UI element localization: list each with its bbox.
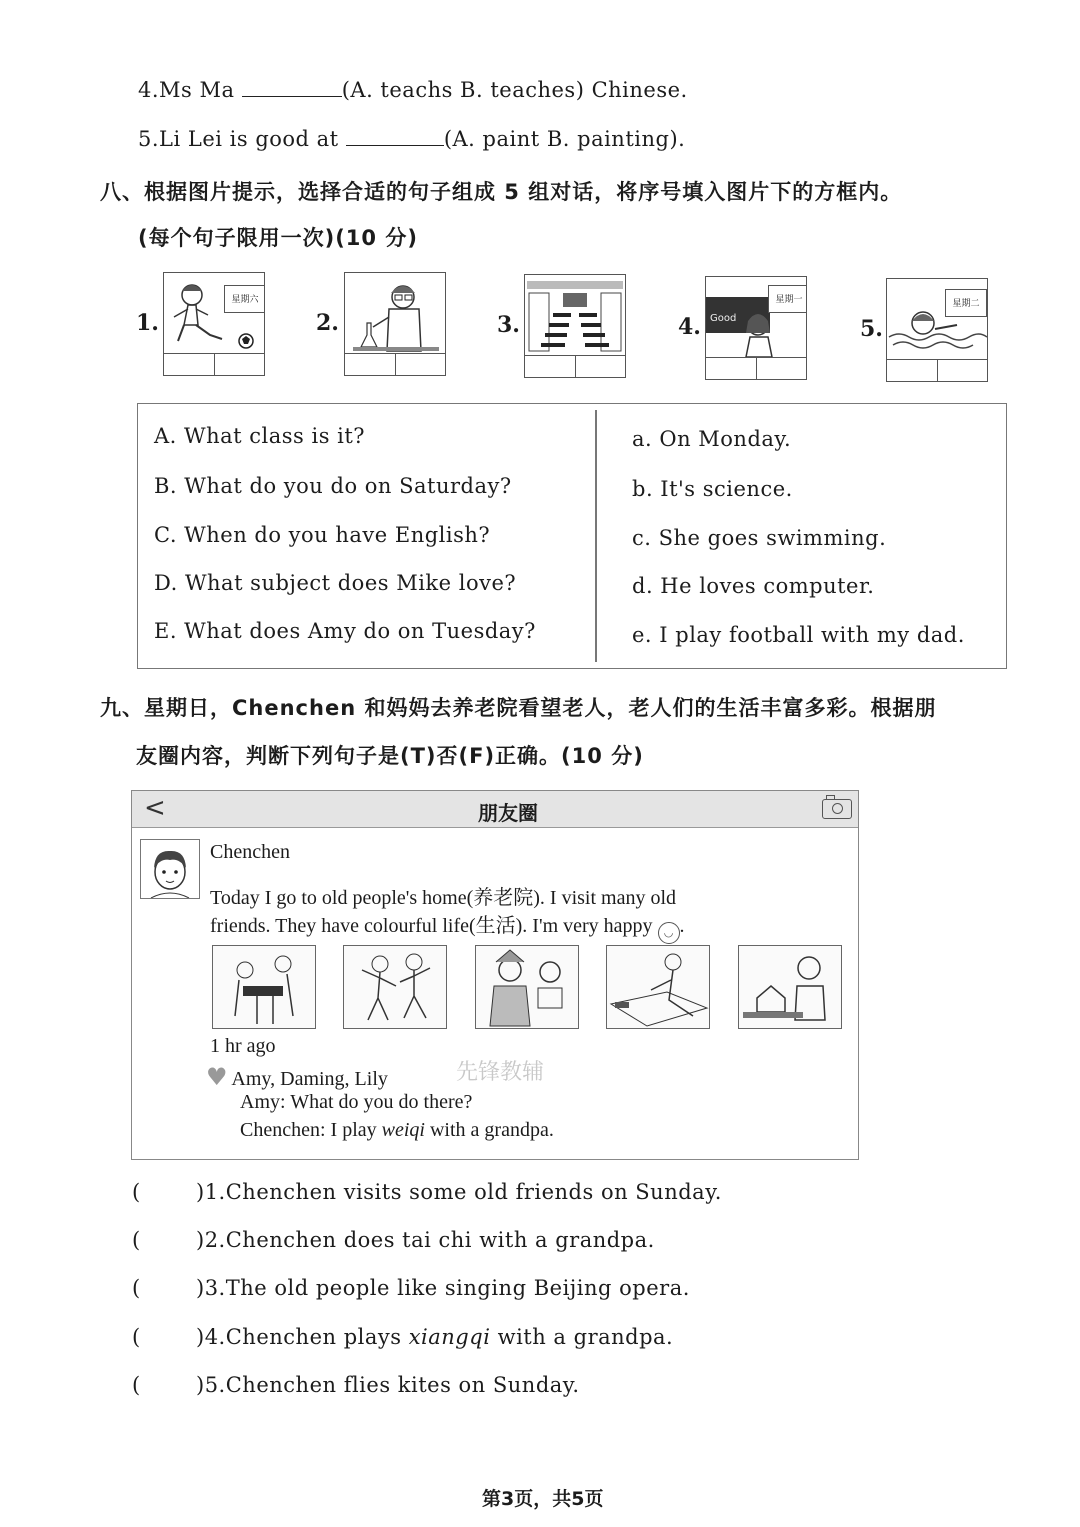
question-option-d: D. What subject does Mike love? xyxy=(154,571,517,595)
statement-4 xyxy=(132,1325,673,1349)
question-option-b: B. What do you do on Saturday? xyxy=(154,474,512,498)
answer-option-e: e. I play football with my dad. xyxy=(632,623,965,647)
picture-1 xyxy=(163,272,265,376)
section-9-title: 九、星期日，Chenchen 和妈妈去养老院看望老人，老人们的生活丰富多彩。根据朋 xyxy=(100,696,937,720)
question-4 xyxy=(138,76,688,102)
question-option-c: C. When do you have English? xyxy=(154,523,491,547)
avatar[interactable] xyxy=(140,839,200,899)
statement-number: )5. xyxy=(196,1373,226,1397)
comment-italic-word: weiqi xyxy=(381,1119,425,1141)
statement-3 xyxy=(132,1276,690,1300)
answer-blank[interactable] xyxy=(242,76,342,97)
question-text: Ms Ma xyxy=(159,78,235,102)
comment-text: What do you do there? xyxy=(290,1091,473,1113)
picture-3 xyxy=(524,274,626,378)
comment-text-end: with a grandpa. xyxy=(429,1119,554,1141)
chevron-left-icon[interactable]: < xyxy=(144,793,166,823)
statement-number: )3. xyxy=(196,1276,226,1300)
statement-text: Chenchen does tai chi with a grandpa. xyxy=(225,1228,655,1252)
page-footer: 第3页，共5页 xyxy=(482,1488,604,1510)
question-text-end: Chinese. xyxy=(591,78,688,102)
answer-box-question[interactable] xyxy=(525,355,576,377)
picture-2 xyxy=(344,272,446,376)
answer-box-answer[interactable] xyxy=(756,357,806,379)
weekday-tag: 星期二 xyxy=(945,289,987,317)
post-text-line2-body: friends. They have colourful life(生活). I'm very happy xyxy=(210,915,653,937)
blackboard-text: Good xyxy=(710,313,737,324)
question-option-e: E. What does Amy do on Tuesday? xyxy=(154,619,536,643)
statement-number: )1. xyxy=(196,1180,226,1204)
comment-author[interactable]: Amy: xyxy=(240,1091,286,1113)
answer-box-answer[interactable] xyxy=(575,355,625,377)
heart-icon[interactable]: ♥ xyxy=(206,1063,228,1091)
question-number: 5. xyxy=(138,127,160,151)
statement-text: The old people like singing Beijing opera. xyxy=(225,1276,690,1300)
options-table xyxy=(137,403,1007,669)
photo-board-game[interactable] xyxy=(212,945,316,1029)
answer-box-question[interactable] xyxy=(887,359,938,381)
post-text-end: . xyxy=(679,915,685,937)
answer-option-b: b. It's science. xyxy=(632,477,793,501)
comment-amy xyxy=(240,1091,472,1114)
statement-text: Chenchen flies kites on Sunday. xyxy=(225,1373,580,1397)
classroom-illustration xyxy=(525,275,625,356)
comment-chenchen xyxy=(240,1119,554,1142)
post-username[interactable]: Chenchen xyxy=(210,841,290,863)
question-choices: (A. paint B. painting). xyxy=(443,127,686,151)
moments-header xyxy=(132,791,858,828)
picture-5 xyxy=(886,278,988,382)
answer-option-d: d. He loves computer. xyxy=(632,574,875,598)
weekday-tag: 星期一 xyxy=(768,285,806,313)
watermark: 先锋教辅 xyxy=(456,1060,545,1085)
answer-box-answer[interactable] xyxy=(214,353,264,375)
picture-4 xyxy=(705,276,807,380)
table-divider xyxy=(595,410,597,662)
picture-number: 3. xyxy=(497,312,520,338)
answer-box-question[interactable] xyxy=(164,353,215,375)
question-5 xyxy=(138,125,685,151)
answer-blank[interactable] xyxy=(346,125,444,146)
picture-number: 1. xyxy=(136,310,159,336)
swimmer-illustration xyxy=(887,279,987,360)
football-boy-illustration xyxy=(164,273,264,354)
statement-5 xyxy=(132,1373,580,1397)
comment-author[interactable]: Chenchen: xyxy=(240,1119,326,1141)
statement-text: Chenchen plays xyxy=(225,1325,409,1349)
scientist-illustration xyxy=(345,273,445,354)
answer-paren[interactable]: ( xyxy=(132,1373,141,1397)
section-9-title-cont: 友圈内容，判断下列句子是(T)否(F)正确。(10 分) xyxy=(136,744,644,768)
statement-text: Chenchen visits some old friends on Sunday. xyxy=(225,1180,722,1204)
answer-box-question[interactable] xyxy=(345,353,396,375)
picture-number: 4. xyxy=(678,314,701,340)
moments-title: 朋友圈 xyxy=(478,801,538,825)
section-8-title: 八、根据图片提示，选择合适的句子组成 5 组对话，将序号填入图片下的方框内。 xyxy=(100,180,903,204)
statement-number: )4. xyxy=(196,1325,226,1349)
camera-icon[interactable] xyxy=(822,799,852,819)
likes-row xyxy=(206,1063,388,1091)
statement-italic-word: xiangqi xyxy=(408,1325,491,1349)
answer-paren[interactable]: ( xyxy=(132,1325,141,1349)
post-text-line1: Today I go to old people's home(养老院). I visit many old xyxy=(210,887,677,909)
statement-text-end: with a grandpa. xyxy=(490,1325,674,1349)
post-text-line2 xyxy=(210,909,685,944)
statement-2 xyxy=(132,1228,655,1252)
answer-option-a: a. On Monday. xyxy=(632,427,792,451)
moments-card xyxy=(131,790,859,1160)
answer-box-question[interactable] xyxy=(706,357,757,379)
question-choices: (A. teachs B. teaches) xyxy=(341,78,585,102)
answer-paren[interactable]: ( xyxy=(132,1180,141,1204)
smiley-icon: ◡ xyxy=(658,922,680,944)
answer-option-c: c. She goes swimming. xyxy=(632,526,887,550)
answer-box-answer[interactable] xyxy=(937,359,987,381)
statement-number: )2. xyxy=(196,1228,226,1252)
question-option-a: A. What class is it? xyxy=(154,424,366,448)
teacher-blackboard-illustration xyxy=(706,277,806,358)
answer-box-answer[interactable] xyxy=(395,353,445,375)
answer-paren[interactable]: ( xyxy=(132,1276,141,1300)
picture-number: 5. xyxy=(860,316,883,342)
question-number: 4. xyxy=(138,78,160,102)
question-text: Li Lei is good at xyxy=(159,127,339,151)
photo-beijing-opera[interactable] xyxy=(475,945,579,1029)
weekday-tag: 星期六 xyxy=(224,285,264,313)
photo-tai-chi[interactable] xyxy=(343,945,447,1029)
statement-1 xyxy=(132,1180,722,1204)
photo-model-house[interactable] xyxy=(738,945,842,1029)
section-8-note: (每个句子限用一次)(10 分) xyxy=(138,226,418,250)
comment-text: I play xyxy=(330,1119,377,1141)
picture-number: 2. xyxy=(316,310,339,336)
post-time: 1 hr ago xyxy=(210,1035,276,1057)
answer-paren[interactable]: ( xyxy=(132,1228,141,1252)
photo-painting[interactable] xyxy=(606,945,710,1029)
likes-names: Amy, Daming, Lily xyxy=(231,1068,388,1090)
